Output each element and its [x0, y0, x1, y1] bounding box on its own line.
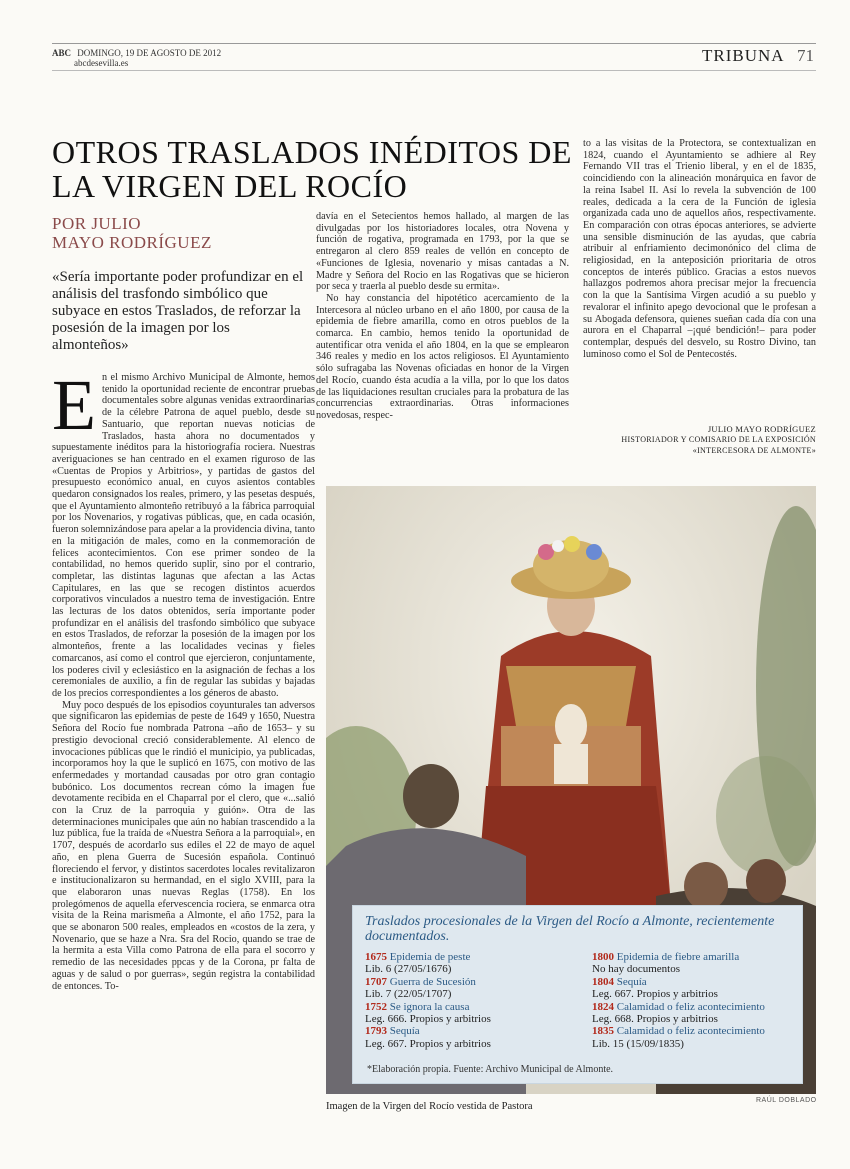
entry-year: 1752 [365, 1000, 387, 1013]
entry-year: 1793 [365, 1025, 387, 1038]
header-bottom-rule [52, 70, 816, 71]
infobox-entry [365, 951, 585, 963]
infobox-source-note: *Elaboración propia. Fuente: Archivo Municipal de Almonte. [367, 1064, 614, 1075]
entry-event: Sequía [616, 975, 647, 988]
entry-ref: Leg. 667. Propios y arbitrios [592, 988, 718, 1001]
title-line-1: OTROS TRASLADOS INÉDITOS DE [52, 134, 572, 170]
entry-ref: Leg. 667. Propios y arbitrios [365, 1037, 491, 1050]
byline [52, 214, 212, 252]
entry-event: Calamidad o feliz acontecimiento [616, 1025, 765, 1038]
column-1 [52, 372, 315, 1120]
entry-ref: Lib. 15 (15/09/1835) [592, 1037, 684, 1050]
signature-role-1: HISTORIADOR Y COMISARIO DE LA EXPOSICIÓN [621, 435, 816, 444]
traslados-infobox [352, 905, 803, 1084]
entry-ref: Lib. 6 (27/05/1676) [365, 963, 452, 976]
infobox-entry [365, 1025, 585, 1037]
infobox-entry [592, 951, 797, 963]
entry-year: 1800 [592, 951, 614, 963]
infobox-right-list [592, 951, 797, 1050]
infobox-entry [365, 1001, 585, 1013]
entry-event: Calamidad o feliz acontecimiento [616, 1000, 765, 1013]
infobox-entry [592, 1001, 797, 1013]
author-signature [583, 424, 816, 456]
article-title [52, 135, 572, 203]
infobox-entry [592, 1025, 797, 1037]
title-line-2: LA VIRGEN DEL ROCÍO [52, 168, 408, 204]
infobox-entry [592, 976, 797, 988]
site-url: abcdesevilla.es [74, 58, 129, 68]
paragraph: No hay constancia del hipotético acercamiento de la Intercesora al núcleo urbano en el año 1800, por causa de la epidemia de fiebre amarilla, como en otros pueblos de la comarca. En cambio, hemos tenido la oportunidad de autentificar otra venida el año 1804, en la que se emplearon 346 reales y medio en los actos religiosos. El Ayuntamiento sólo sufragaba las Novenas oficiadas en honor de la Virgen del Rocío, cuando ésta acudía a la villa, por lo que los datos de las liquidaciones resultan cruciales para la probatura de las concurrencias extraordinarias. Otras informaciones novedosas, respec- [316, 292, 569, 421]
entry-ref: No hay documentos [592, 963, 680, 976]
entry-ref: Lib. 7 (22/05/1707) [365, 988, 452, 1001]
entry-event: Guerra de Sucesión [389, 975, 476, 988]
infobox-entry [365, 976, 585, 988]
signature-role-2: «INTERCESORA DE ALMONTE» [692, 446, 816, 455]
header-top-rule [52, 43, 816, 44]
signature-name: JULIO MAYO RODRÍGUEZ [707, 424, 816, 434]
entry-year: 1707 [365, 975, 387, 988]
byline-line-1: POR JULIO [52, 214, 142, 233]
paragraph: Muy poco después de los episodios coyunturales tan adversos que significaron las epidemias de peste de 1649 y 1650, Nuestra Señora del Rocío fue nombrada Patrona –año de 1653– y su prestigio devocional creció considerablemente. Al elenco de invocaciones públicas que le rindió el municipio, ya publicadas, incorporamos hoy la que le suplicó en 1675, con motivo de las enfermedades y mortandad causadas por otro gran contagio bubónico. Los documentos recrean cómo la imagen fue devotamente recibida en el Chaparral por el clero, que «...salió con la Cruz de la parroquia y guión». Otra de las determinaciones municipales que aún no habían trascendido a la luz pública, fue la traída de «Nuestra Señora a la parroquial», en 1707, después de acordarlo sus ediles el 22 de mayo de aquel año, en plena Guerra de Sucesión española. Continuó floreciendo el fervor, y distintos sacerdotes locales revitalizaron e institucionalizaron su hermandad, en el siglo XVIII, para la que elaboraron unas nuevas Reglas (1758). En los prolegómenos de aquella efervescencia rociera, se enmarca otra visita de la Reina marismeña a Almonte, el año 1752, para la que se abonaron 500 reales, empleados en «costos de la zera, y Novenario, que se haze a Nra. Sra del Rocio, quando se trae de la hermita a esta Villa como Patrona de ella para el socorro y remedio de las necesidades ppcas y de la Corona, pr falta de aguas y de salud o por guerras», según registra la contabilidad de entonces. To- [52, 699, 315, 992]
column-3 [583, 138, 816, 416]
page-number: 71 [797, 46, 814, 65]
photo-credit: RAÚL DOBLADO [756, 1097, 817, 1104]
entry-event: Epidemia de peste [389, 951, 471, 963]
paragraph: n el mismo Archivo Municipal de Almonte, hemos tenido la oportunidad reciente de encontrar pruebas documentales sobre algunas venidas extraordinarias de la célebre Patrona de aquel pueblo, desde su Santuario, que reportan nuevas noticias de Traslados, hasta ahora no documentados y supuestamente inéditos para la historiografía rociera. Nuestras averiguaciones se han centrado en el examen riguroso de las «Cuentas de Propios y Arbitrios», y partidas de gastos del presupuesto económico anual, en cuyos asientos contables quedaron consignados los reales, primero, y las pesetas después, que el Ayuntamiento almonteño retribuyó a la fábrica parroquial por los Novenarios, y rogativas públicas, que, en cada ocasión, fueron solemnizándose para apelar a la providencia divina, tanto en la mitigación de males, como en la conmemoración de felices acontecimientos. Con ese primer sondeo de la contabilidad, no hemos querido suplir, sino por el contrario, completar, las distintas lagunas que afectan a las Actas Capitulares, en las que se recogen distintos acuerdos corporativos vinculados a nuestro tema de investigación. Entre las lecturas de los datos obtenidos, sería importante poder profundizar en el análisis del trasfondo simbólico que subyace en estos Traslados, de reforzar la posesión de la imagen por los almonteños, frente a las localidades vecinas y fieles comarcanos, así como el control que ejercieron, conjuntamente, los poderes civil y eclesiástico en la asignación de fechas a los ceremoniales de auxilio, a fin de regular las subidas y bajadas de los precios correspondientes a los géneros de abasto. [52, 372, 315, 699]
entry-year: 1804 [592, 975, 614, 988]
issue-date: DOMINGO, 19 DE AGOSTO DE 2012 [77, 48, 222, 58]
column-2 [316, 211, 569, 466]
section-name: TRIBUNA [702, 46, 785, 65]
infobox-title: Traslados procesionales de la Virgen del Rocío a Almonte, recientemente documentados. [365, 914, 775, 944]
entry-ref: Leg. 668. Propios y arbitrios [592, 1013, 718, 1026]
entry-event: Sequía [389, 1025, 420, 1038]
infobox-left-list [365, 951, 585, 1050]
paragraph: to a las visitas de la Protectora, se contextualizan en 1824, cuando el Ayuntamiento se adhiere al Rey Fernando VII tras el Trienio liberal, y en el de 1835, coincidiendo con la alineación monárquica en favor de la reina Isabel II. Así lo revela la subvención de 100 reales, dedicada a la cera de la Función de iglesia organizada cada uno de aquellos años, respectivamente. En comparación con otras épocas anteriores, se advierte una sensible disminución de las ayudas, que cabría atribuir al enfriamiento decimonónico del clima de religiosidad, en la anteposición prioritaria de otros conceptos de interés público. Gracias a estos nuevos hallazgos podremos ahora precisar mejor la frecuencia con la que la Santísima Virgen acudió a su pueblo y revalorar el infinito apego devocional que le profesan a su Abogada defensora, quienes sueñan cada día con una aurora en el Chaparral –¡qué bendición!– para poder contemplar, después del desvelo, su Rostro Divino, tan luminoso como el Sol de Pentecostés. [583, 138, 816, 360]
entry-event: Epidemia de fiebre amarilla [616, 951, 740, 963]
entry-year: 1824 [592, 1000, 614, 1013]
pull-quote: «Sería importante poder profundizar en el análisis del trasfondo simbólico que subyace en estos Traslados, de reforzar la posesión de la imagen por los almonteños» [52, 269, 304, 353]
photo-caption: Imagen de la Virgen del Rocío vestida de Pastora [326, 1101, 533, 1112]
paper-name: ABC [52, 48, 72, 58]
entry-event: Se ignora la causa [389, 1000, 470, 1013]
entry-year: 1675 [365, 951, 387, 963]
drop-cap: E [52, 372, 96, 445]
byline-line-2: MAYO RODRÍGUEZ [52, 233, 212, 252]
entry-ref: Leg. 666. Propios y arbitrios [365, 1013, 491, 1026]
paragraph: davía en el Setecientos hemos hallado, al margen de las divulgadas por los historiadores locales, otra Novena y función de rogativa, programada en 1793, por la que se entregaron al clero 859 reales de vellón en concepto de «Funciones de Iglesia, novenario y misas cantadas a N. Madre y Señora del Rocio en las Rogativas que se hicieron por seca y traerla al pueblo desde su ermita». [316, 211, 569, 293]
entry-year: 1835 [592, 1025, 614, 1038]
